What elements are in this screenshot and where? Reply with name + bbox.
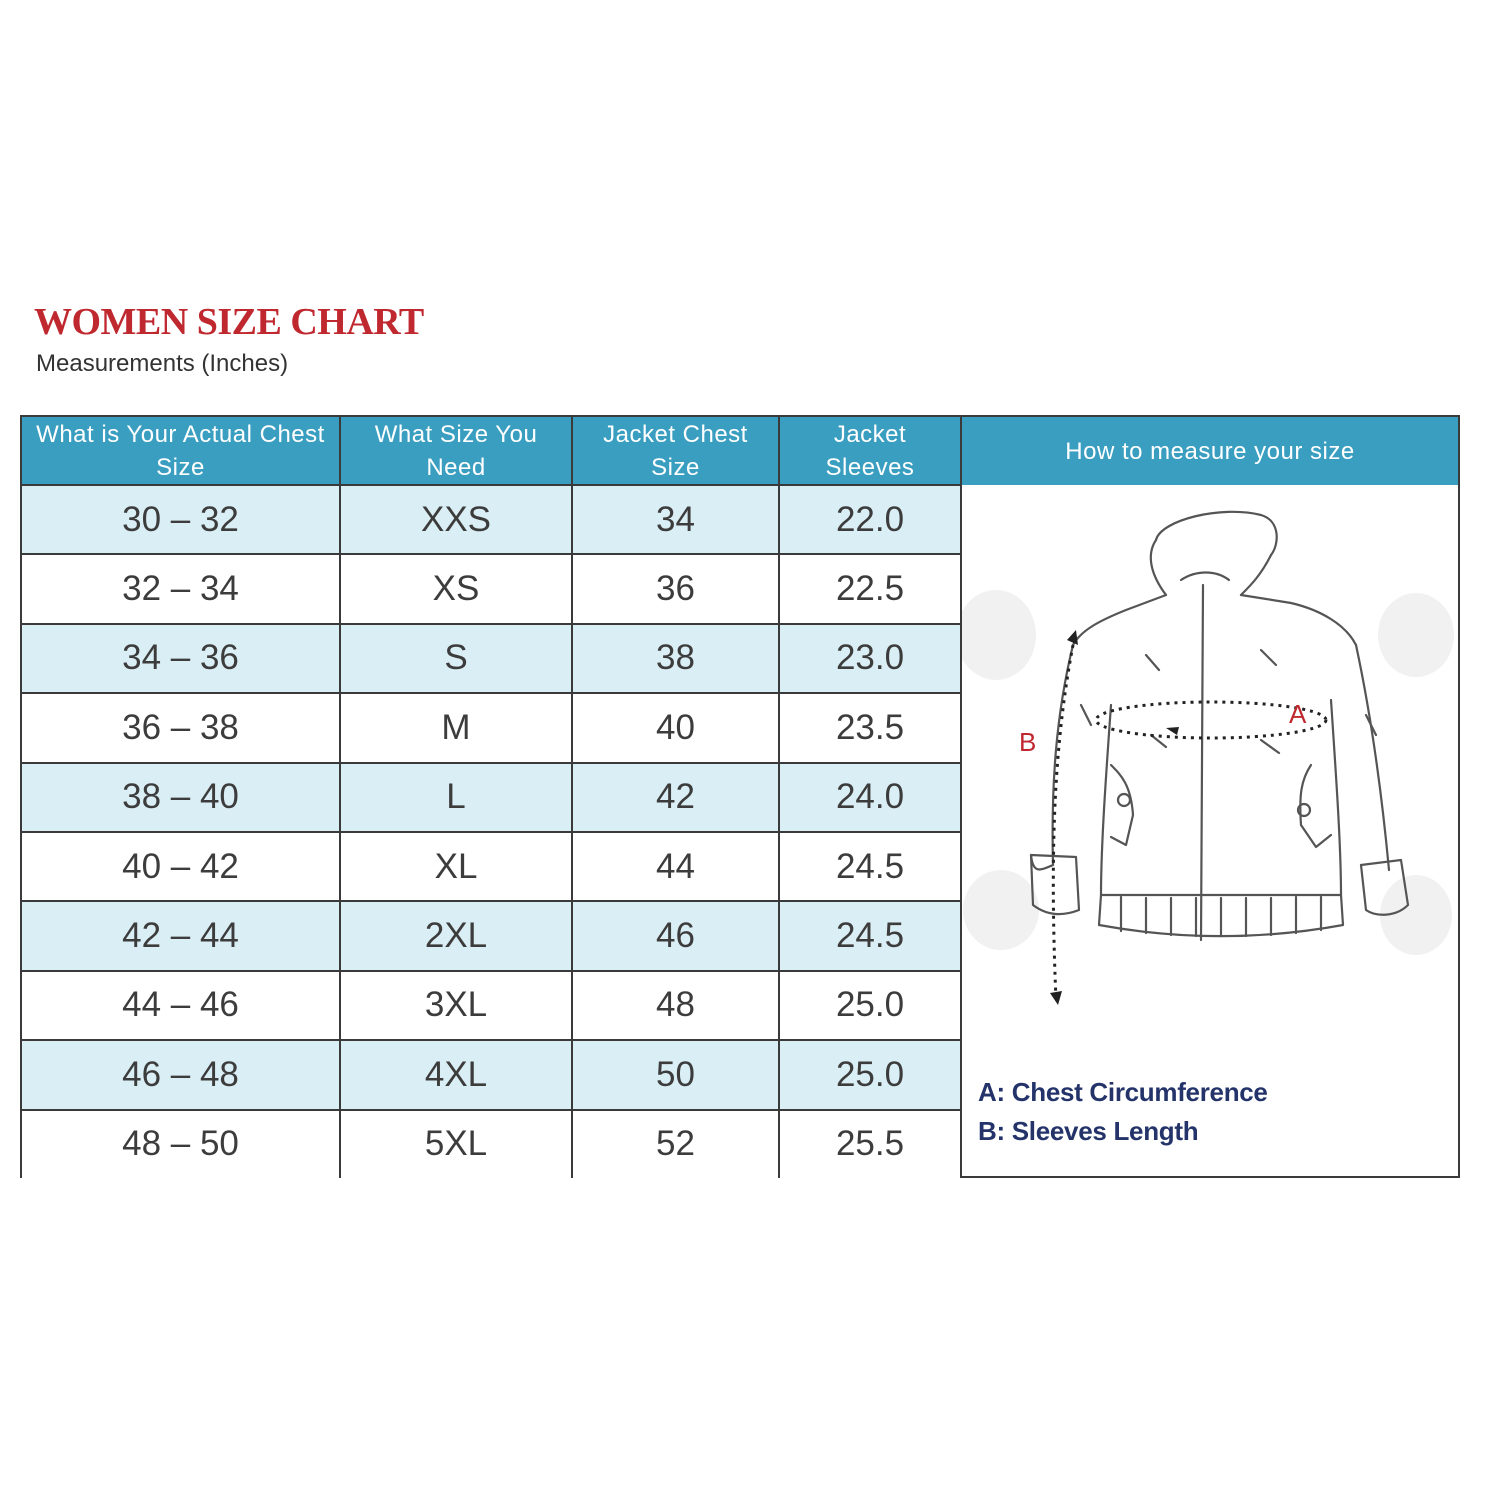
- cell-jacket-sleeves: 24.5: [835, 916, 905, 956]
- column-divider: [778, 417, 780, 1178]
- cell-size-needed: XXS: [420, 499, 492, 539]
- row-divider: [22, 553, 962, 555]
- table-row: [22, 554, 960, 623]
- row-divider: [22, 623, 962, 625]
- cell-jacket-sleeves: 23.5: [835, 707, 905, 747]
- cell-jacket-chest: 44: [656, 846, 695, 886]
- cell-jacket-sleeves: 25.0: [835, 985, 905, 1025]
- cell-jacket-sleeves: 22.5: [835, 569, 905, 609]
- legend-chest-circumference: A: Chest Circumference: [978, 1077, 1268, 1107]
- chart-title: WOMEN SIZE CHART: [34, 301, 424, 343]
- cell-size-needed: 5XL: [424, 1124, 488, 1164]
- row-divider: [22, 692, 962, 694]
- cell-size-needed: 3XL: [424, 985, 488, 1025]
- table-row: [22, 624, 960, 693]
- table-row: [22, 763, 960, 832]
- cell-actual-chest: 32 – 34: [122, 569, 239, 609]
- cell-jacket-chest: 40: [656, 707, 695, 747]
- cell-jacket-chest: 34: [656, 499, 695, 539]
- legend-sleeves-length: B: Sleeves Length: [978, 1116, 1199, 1146]
- table-row: [22, 485, 960, 554]
- row-divider: [22, 831, 962, 833]
- row-divider: [22, 900, 962, 902]
- cell-jacket-sleeves: 24.0: [835, 777, 905, 817]
- table-row: [22, 971, 960, 1040]
- cell-jacket-sleeves: 23.0: [835, 638, 905, 678]
- cell-actual-chest: 36 – 38: [122, 707, 239, 747]
- cell-jacket-sleeves: 22.0: [835, 499, 905, 539]
- column-divider: [571, 417, 573, 1178]
- cell-jacket-chest: 52: [656, 1124, 695, 1164]
- row-divider: [22, 484, 962, 486]
- header-jacket-chest: Jacket Chest Size: [573, 417, 778, 485]
- column-divider: [960, 417, 962, 1178]
- cell-actual-chest: 30 – 32: [122, 499, 239, 539]
- cell-actual-chest: 48 – 50: [122, 1124, 239, 1164]
- cell-jacket-chest: 42: [656, 777, 695, 817]
- jacket-illustration: [961, 485, 1458, 1025]
- marker-b: B: [1019, 727, 1037, 757]
- header-actual-chest: What is Your Actual Chest Size: [22, 417, 339, 485]
- cell-size-needed: M: [441, 707, 471, 747]
- cell-size-needed: 4XL: [424, 1054, 488, 1094]
- cell-size-needed: 2XL: [424, 916, 488, 956]
- table-row: [22, 1040, 960, 1109]
- table-row: [22, 693, 960, 762]
- cell-jacket-chest: 36: [656, 569, 695, 609]
- cell-jacket-sleeves: 25.5: [835, 1124, 905, 1164]
- row-divider: [22, 970, 962, 972]
- table-row: [22, 1110, 960, 1179]
- row-divider: [22, 1039, 962, 1041]
- table-row: [22, 832, 960, 901]
- header-size-needed: What Size You Need: [341, 417, 571, 485]
- cell-actual-chest: 38 – 40: [122, 777, 239, 817]
- cell-jacket-chest: 46: [656, 916, 695, 956]
- row-divider: [22, 762, 962, 764]
- cell-size-needed: S: [444, 638, 468, 678]
- cell-actual-chest: 42 – 44: [122, 916, 239, 956]
- table-row: [22, 901, 960, 970]
- cell-actual-chest: 34 – 36: [122, 638, 239, 678]
- cell-jacket-chest: 50: [656, 1054, 695, 1094]
- cell-jacket-sleeves: 25.0: [835, 1054, 905, 1094]
- header-jacket-sleeves: Jacket Sleeves: [780, 417, 960, 485]
- size-chart-table: [20, 415, 1460, 1178]
- cell-actual-chest: 46 – 48: [122, 1054, 239, 1094]
- cell-jacket-sleeves: 24.5: [835, 846, 905, 886]
- cell-jacket-chest: 48: [656, 985, 695, 1025]
- cell-size-needed: XS: [432, 569, 480, 609]
- row-divider: [22, 1109, 962, 1111]
- cell-jacket-chest: 38: [656, 638, 695, 678]
- chart-subtitle: Measurements (Inches): [36, 350, 289, 377]
- cell-actual-chest: 44 – 46: [122, 985, 239, 1025]
- column-divider: [339, 417, 341, 1178]
- cell-size-needed: XL: [434, 846, 478, 886]
- header-how-to-measure: How to measure your size: [962, 417, 1458, 485]
- cell-actual-chest: 40 – 42: [122, 846, 239, 886]
- cell-size-needed: L: [446, 777, 466, 817]
- marker-a: A: [1289, 699, 1307, 729]
